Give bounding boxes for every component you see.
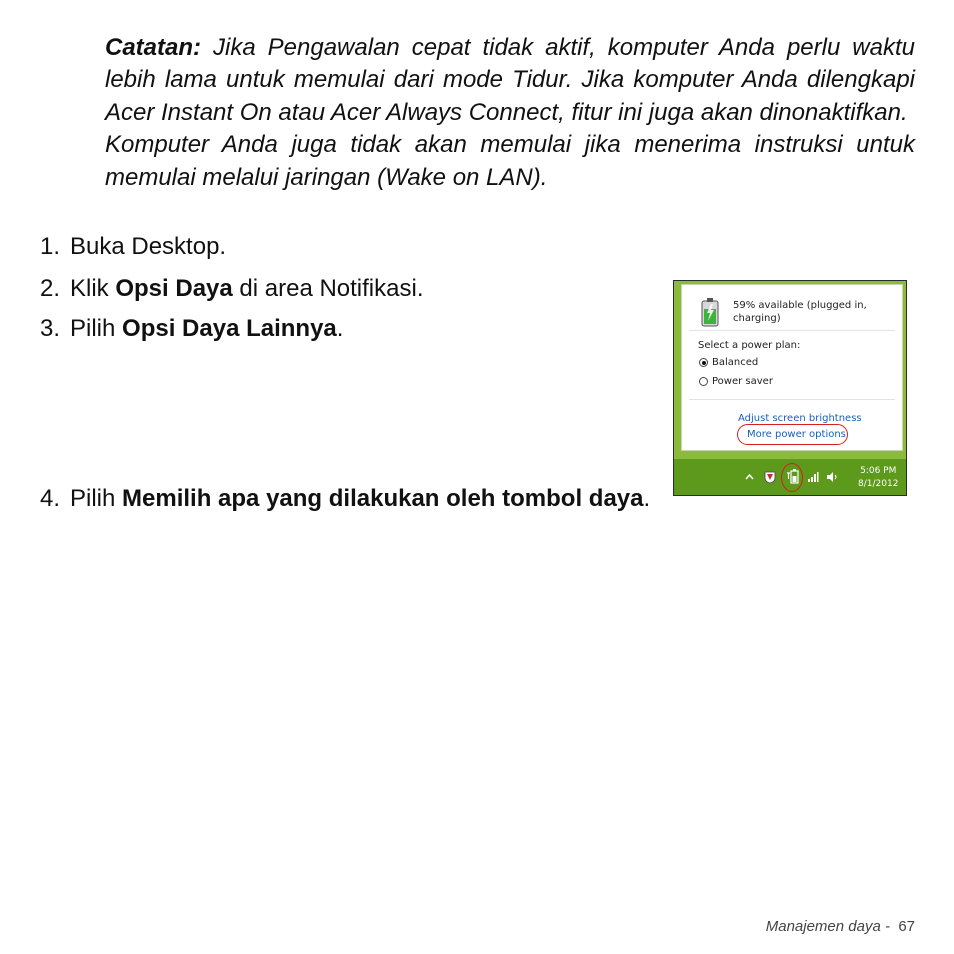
step-text-end: .	[643, 485, 651, 512]
step-text-end: di area Notifikasi.	[232, 275, 424, 302]
step-number: 3.	[40, 315, 61, 342]
tray-highlight-ring	[781, 463, 803, 492]
chevron-up-icon[interactable]	[745, 473, 754, 481]
clock-date: 8/1/2012	[858, 479, 899, 489]
taskbar-clock[interactable]	[858, 465, 898, 491]
plan-balanced-radio[interactable]	[699, 357, 758, 368]
radio-selected-icon	[699, 358, 708, 367]
signal-icon[interactable]	[807, 471, 819, 483]
clock-time: 5:06 PM	[860, 466, 897, 476]
divider	[689, 330, 895, 331]
power-plan-label: Select a power plan:	[698, 340, 801, 351]
step-number: 1.	[40, 233, 61, 260]
radio-empty-icon	[699, 377, 708, 386]
step-1	[40, 231, 226, 263]
step-text: Buka Desktop.	[70, 233, 227, 260]
plan-label: Power saver	[712, 376, 773, 387]
page-footer	[766, 918, 915, 935]
step-2	[40, 273, 423, 305]
note-text-1: Jika Pengawalan cepat tidak aktif, komputer Anda perlu waktu lebih lama untuk memulai dari mode Tidur. Jika komputer Anda dilengkapi Acer Instant On atau Acer Always Connect, fitur ini juga akan dinonaktifkan.	[105, 34, 915, 126]
note-paragraph-1	[105, 32, 915, 129]
plan-label: Balanced	[712, 357, 759, 368]
power-options-screenshot	[673, 280, 907, 496]
divider	[689, 399, 895, 400]
step-text: Pilih	[70, 315, 123, 342]
speaker-icon[interactable]	[826, 471, 839, 483]
step-bold-text: Opsi Daya Lainnya	[122, 315, 337, 342]
battery-flyout	[681, 284, 903, 451]
plan-power-saver-radio[interactable]	[699, 376, 773, 387]
taskbar	[674, 459, 906, 496]
footer-title: Manajemen daya -	[765, 918, 890, 935]
step-text-end: .	[336, 315, 344, 342]
more-power-options-link[interactable]: More power options	[747, 429, 846, 440]
battery-charging-icon	[699, 297, 721, 327]
step-bold-text: Opsi Daya	[115, 275, 233, 302]
battery-status-text: 59% available (plugged in, charging)	[733, 300, 867, 324]
step-number: 2.	[40, 275, 61, 302]
shield-icon[interactable]	[764, 471, 776, 484]
note-paragraph-2: Komputer Anda juga tidak akan memulai jika menerima instruksi untuk memulai melalui jaringan (Wake on LAN).	[105, 131, 915, 191]
page-number: 67	[898, 918, 915, 935]
step-text: Pilih	[70, 485, 123, 512]
step-text: Klik	[70, 275, 116, 302]
note-block	[105, 32, 915, 194]
adjust-brightness-link[interactable]: Adjust screen brightness	[738, 413, 862, 424]
note-label: Catatan:	[105, 34, 202, 61]
step-4	[40, 483, 684, 515]
step-bold-text: Memilih apa yang dilakukan oleh tombol daya	[122, 485, 644, 512]
step-number: 4.	[40, 485, 61, 512]
step-3	[40, 313, 343, 345]
highlight-ring	[737, 424, 848, 445]
